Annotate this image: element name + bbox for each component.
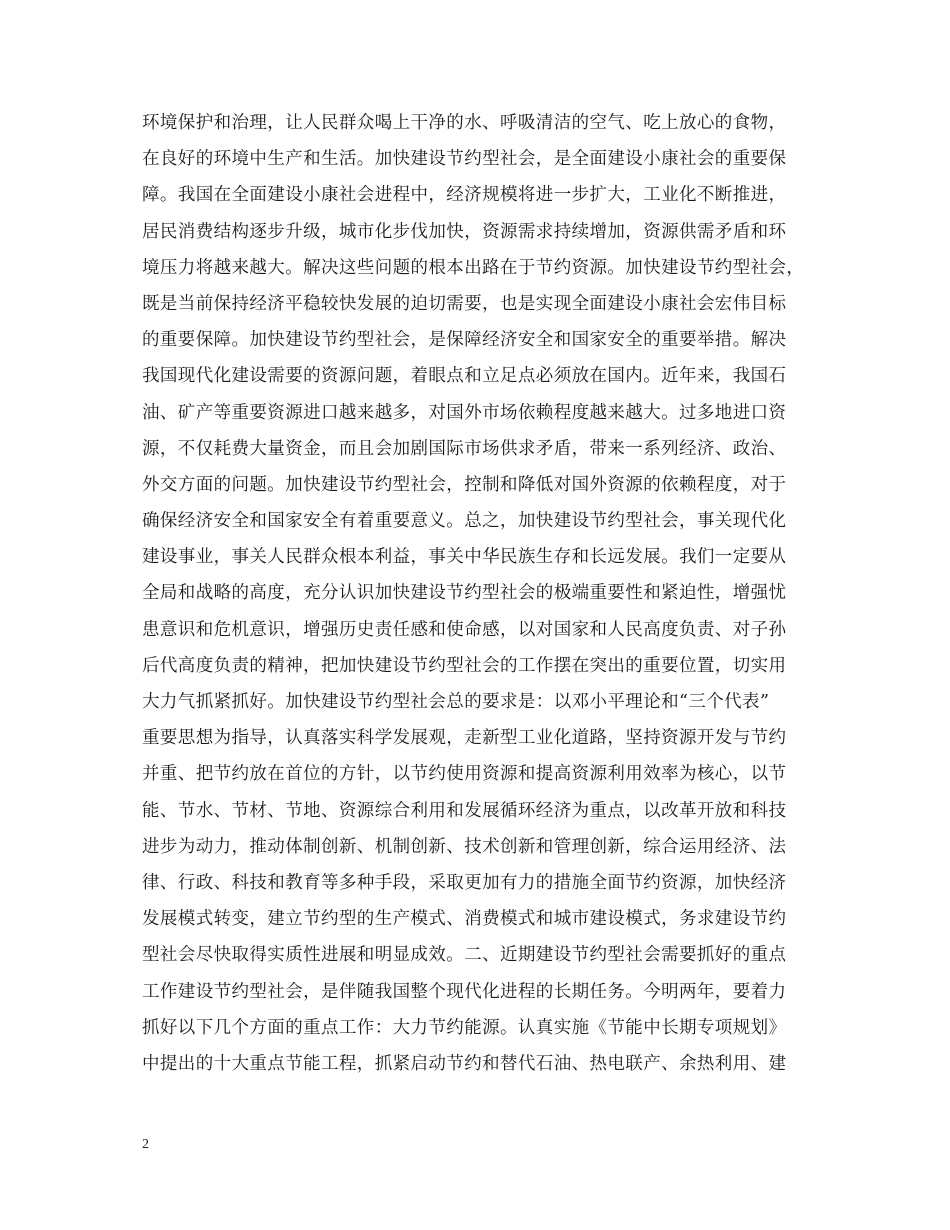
text-line: 工作建设节约型社会，是伴随我国整个现代化进程的长期任务。今明两年，要着力 — [142, 981, 787, 1002]
text-line: 全局和战略的高度，充分认识加快建设节约型社会的极端重要性和紧迫性，增强忧 — [142, 583, 787, 604]
text-line: 源，不仅耗费大量资金，而且会加剧国际市场供求矛盾，带来一系列经济、政治、 — [142, 438, 787, 459]
text-line: 既是当前保持经济平稳较快发展的迫切需要，也是实现全面建设小康社会宏伟目标 — [142, 293, 787, 314]
text-line: 居民消费结构逐步升级，城市化步伐加快，资源需求持续增加，资源供需矛盾和环 — [142, 221, 787, 242]
text-line: 境压力将越来越大。解决这些问题的根本出路在于节约资源。加快建设节约型社会， — [142, 257, 805, 278]
text-line: 并重、把节约放在首位的方针，以节约使用资源和提高资源利用效率为核心，以节 — [142, 764, 787, 785]
text-line: 中提出的十大重点节能工程，抓紧启动节约和替代石油、热电联产、余热利用、建 — [142, 1053, 787, 1074]
text-line: 型社会尽快取得实质性进展和明显成效。二、近期建设节约型社会需要抓好的重点 — [142, 945, 787, 966]
page-number: 2 — [142, 1137, 149, 1152]
text-line: 环境保护和治理，让人民群众喝上干净的水、呼吸清洁的空气、吃上放心的食物， — [142, 113, 787, 133]
text-line: 障。我国在全面建设小康社会进程中，经济规模将进一步扩大，工业化不断推进， — [142, 185, 787, 206]
text-line: 外交方面的问题。加快建设节约型社会，控制和降低对国外资源的依赖程度，对于 — [142, 474, 787, 495]
text-line: 在良好的环境中生产和生活。加快建设节约型社会，是全面建设小康社会的重要保 — [142, 149, 787, 170]
text-line: 进步为动力，推动体制创新、机制创新、技术创新和管理创新，综合运用经济、法 — [142, 836, 787, 857]
text-line: 患意识和危机意识，增强历史责任感和使命感，以对国家和人民高度负责、对子孙 — [142, 619, 787, 640]
text-line: 确保经济安全和国家安全有着重要意义。总之，加快建设节约型社会，事关现代化 — [142, 511, 787, 532]
text-line: 律、行政、科技和教育等多种手段，采取更加有力的措施全面节约资源，加快经济 — [142, 872, 787, 893]
text-line: 重要思想为指导，认真落实科学发展观，走新型工业化道路，坚持资源开发与节约 — [142, 728, 787, 749]
text-line: 后代高度负责的精神，把加快建设节约型社会的工作摆在突出的重要位置，切实用 — [142, 655, 787, 676]
body-text — [142, 105, 812, 1082]
text-line: 抓好以下几个方面的重点工作：大力节约能源。认真实施《节能中长期专项规划》 — [142, 1017, 787, 1038]
text-line: 建设事业，事关人民群众根本利益，事关中华民族生存和长远发展。我们一定要从 — [142, 547, 787, 568]
text-line: 的重要保障。加快建设节约型社会，是保障经济安全和国家安全的重要举措。解决 — [142, 330, 787, 351]
text-line: 油、矿产等重要资源进口越来越多，对国外市场依赖程度越来越大。过多地进口资 — [142, 402, 787, 423]
text-line: 大力气抓紧抓好。加快建设节约型社会总的要求是：以邓小平理论和“三个代表” — [142, 692, 770, 712]
text-line: 发展模式转变，建立节约型的生产模式、消费模式和城市建设模式，务求建设节约 — [142, 909, 787, 930]
text-line: 能、节水、节材、节地、资源综合利用和发展循环经济为重点，以改革开放和科技 — [142, 800, 787, 821]
text-line: 我国现代化建设需要的资源问题，着眼点和立足点必须放在国内。近年来，我国石 — [142, 366, 787, 387]
